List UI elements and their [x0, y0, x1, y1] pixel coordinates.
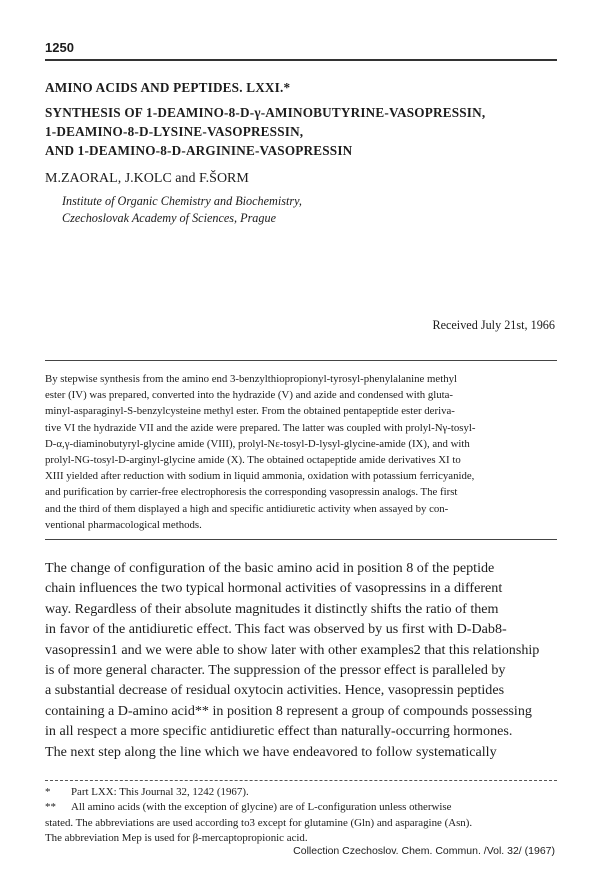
title-line: 1-DEAMINO-8-D-LYSINE-VASOPRESSIN, — [45, 124, 304, 139]
abstract-line: and the third of them displayed a high and specific antidiuretic activity when assayed by con- — [45, 502, 449, 515]
footnote — [45, 785, 557, 800]
footnote — [45, 816, 557, 831]
abstract-line: and purification by carrier-free electrophoresis the corresponding vasopressin analogs. The first — [45, 486, 458, 499]
abstract-line: tive VI the hydrazide VII and the azide were prepared. The latter was coupled with prolyl-Nγ-tosyl- — [45, 421, 476, 434]
body-line: vasopressin1 and we were able to show later with other examples2 that this relationship — [45, 641, 540, 658]
body-text — [45, 558, 557, 762]
abstract-line: prolyl-NG-tosyl-D-arginyl-glycine amide (X). The obtained octapeptide amide derivatives XI to — [45, 454, 461, 467]
footnote-marker: * — [45, 786, 51, 798]
abstract-line: minyl-asparaginyl-S-benzylcysteine methyl ester. From the obtained pentapeptide ester deriva- — [45, 405, 455, 418]
footnote — [45, 831, 557, 846]
footnote-text: The abbreviation Mep is used for β-mercaptopropionic acid. — [45, 831, 308, 844]
title-line: SYNTHESIS OF 1-DEAMINO-8-D-γ-AMINOBUTYRINE-VASOPRESSIN, — [45, 105, 486, 120]
footnote-marker: ** — [45, 801, 56, 814]
authors: M.ZAORAL, J.KOLC and F.ŠORM — [45, 171, 249, 186]
body-line: The change of configuration of the basic amino acid in position 8 of the peptide — [45, 560, 495, 576]
page-number: 1250 — [45, 40, 74, 55]
body-line: a substantial decrease of residual oxytocin activities. Hence, vasopressin peptides — [45, 682, 505, 699]
article-title — [45, 78, 565, 160]
received-date: Received July 21st, 1966 — [432, 318, 555, 332]
abstract-line: XIII yielded after reduction with sodium in liquid ammonia, oxidation with potassium ferricyanide, — [45, 470, 475, 483]
abstract-line: D-α,γ-diaminobutyryl-glycine amide (VIII), prolyl-Nε-tosyl-D-lysyl-glycine-amide (IX), and with — [45, 437, 470, 450]
abstract-bottom-rule — [45, 539, 557, 540]
abstract-top-rule — [45, 360, 557, 361]
body-line: The next step along the line which we have endeavored to follow systematically — [45, 743, 497, 760]
footnote — [45, 800, 557, 815]
footnote-text: stated. The abbreviations are used according to3 except for glutamine (Gln) and asparagine (Asn). — [45, 816, 473, 829]
affiliation-line: Czechoslovak Academy of Sciences, Prague — [62, 211, 277, 225]
affiliation — [62, 193, 302, 227]
footnote-text: All amino acids (with the exception of glycine) are of L-configuration unless otherwise — [71, 801, 452, 814]
abstract-line: ester (IV) was prepared, converted into the hydrazide (V) and azide and condensed with gluta- — [45, 389, 454, 402]
footnote-rule — [45, 780, 557, 781]
abstract-line: ventional pharmacological methods. — [45, 518, 202, 531]
abstract-line: By stepwise synthesis from the amino end 3-benzylthiopropionyl-tyrosyl-phenylalanine methyl — [45, 373, 458, 385]
series-title: AMINO ACIDS AND PEPTIDES. LXXI.* — [45, 80, 291, 95]
title-line: AND 1-DEAMINO-8-D-ARGININE-VASOPRESSIN — [45, 143, 353, 158]
footnotes — [45, 785, 557, 846]
header-rule — [45, 59, 557, 61]
body-line: way. Regardless of their absolute magnitudes it distinctly shifts the ratio of them — [45, 600, 499, 617]
abstract — [45, 371, 557, 533]
body-line: in favor of the antidiuretic effect. This fact was observed by us first with D-Dab8- — [45, 621, 507, 638]
body-line: chain influences the two typical hormonal activities of vasopressins in a different — [45, 580, 503, 597]
body-line: containing a D-amino acid** in position 8 represent a group of compounds possessing — [45, 702, 532, 719]
affiliation-line: Institute of Organic Chemistry and Biochemistry, — [62, 194, 302, 208]
footnote-text: Part LXX: This Journal 32, 1242 (1967). — [71, 786, 249, 798]
body-line: is of more general character. The suppression of the pressor effect is paralleled by — [45, 662, 506, 679]
body-line: in all respect a more specific antidiuretic effect than naturally-occurring hormones. — [45, 723, 513, 740]
journal-footer: Collection Czechoslov. Chem. Commun. /Vol. 32/ (1967) — [293, 845, 555, 857]
